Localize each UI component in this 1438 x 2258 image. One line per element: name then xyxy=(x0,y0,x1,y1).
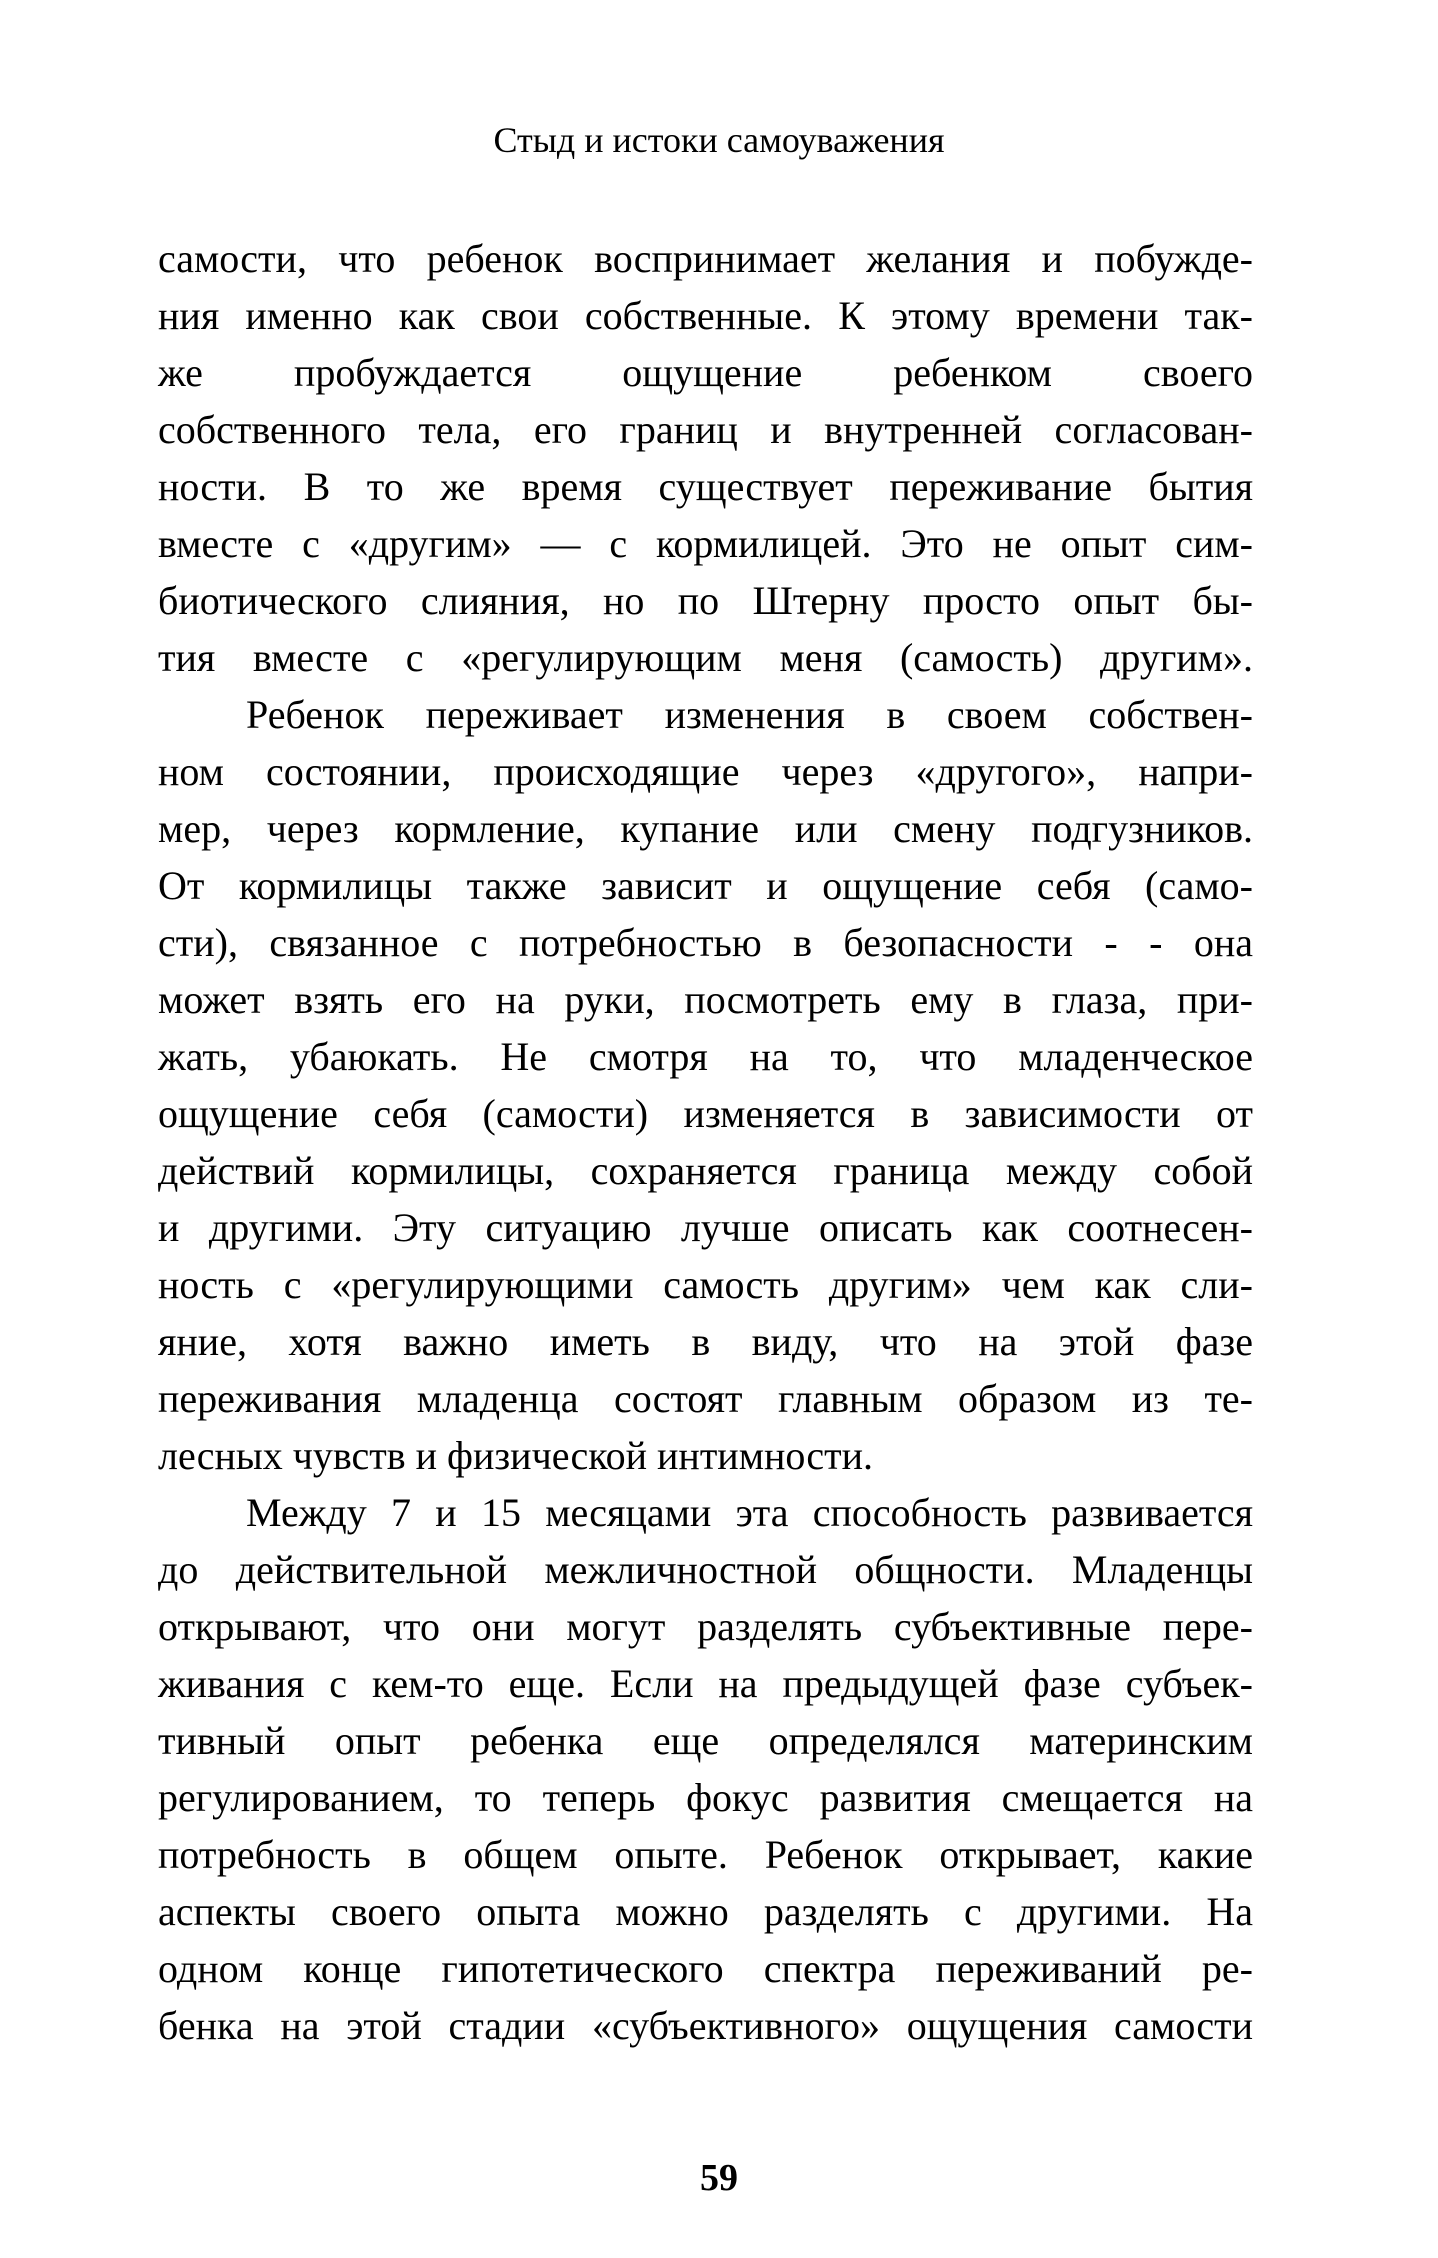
text-line: ощущение себя (самости) изменяется в зависимости от xyxy=(158,1091,1253,1136)
text-line: открывают, что они могут разделять субъективные пере- xyxy=(158,1604,1253,1649)
text-line: ность с «регулирующими самость другим» чем как сли- xyxy=(158,1262,1253,1307)
text-line: сти), связанное с потребностью в безопасности - - она xyxy=(158,920,1253,965)
body-text xyxy=(158,230,1253,2054)
text-line: аспекты своего опыта можно разделять с другими. На xyxy=(158,1889,1253,1934)
text-line: биотического слияния, но по Штерну просто опыт бы- xyxy=(158,578,1253,623)
text-line: От кормилицы также зависит и ощущение себя (само- xyxy=(158,863,1253,908)
text-line: лесных чувств и физической интимности. xyxy=(158,1433,874,1478)
text-line: и другими. Эту ситуацию лучше описать как соотнесен- xyxy=(158,1205,1253,1250)
text-line: живания с кем-то еще. Если на предыдущей фазе субъек- xyxy=(158,1661,1253,1706)
text-line: потребность в общем опыте. Ребенок открывает, какие xyxy=(158,1832,1253,1877)
text-line: ности. В то же время существует переживание бытия xyxy=(158,464,1253,509)
text-line: тивный опыт ребенка еще определялся материнским xyxy=(158,1718,1253,1763)
text-line: ния именно как свои собственные. К этому времени так- xyxy=(158,293,1253,338)
text-line: одном конце гипотетического спектра переживаний ре- xyxy=(158,1946,1253,1991)
text-line: регулированием, то теперь фокус развития смещается на xyxy=(158,1775,1253,1820)
text-line: тия вместе с «регулирующим меня (самость) другим». xyxy=(158,635,1253,680)
text-line: Между 7 и 15 месяцами эта способность развивается xyxy=(246,1490,1253,1535)
running-head: Стыд и истоки самоуважения xyxy=(493,120,945,160)
text-line: Ребенок переживает изменения в своем собствен- xyxy=(246,692,1253,737)
text-line: может взять его на руки, посмотреть ему в глаза, при- xyxy=(158,977,1253,1022)
text-line: яние, хотя важно иметь в виду, что на этой фазе xyxy=(158,1319,1253,1364)
text-line: мер, через кормление, купание или смену подгузников. xyxy=(158,806,1253,851)
page-number: 59 xyxy=(700,2157,738,2199)
text-line: действий кормилицы, сохраняется граница между собой xyxy=(158,1148,1253,1193)
text-line: же пробуждается ощущение ребенком своего xyxy=(158,350,1253,395)
text-line: ном состоянии, происходящие через «другого», напри- xyxy=(158,749,1253,794)
text-line: до действительной межличностной общности. Младенцы xyxy=(158,1547,1253,1592)
text-line: жать, убаюкать. Не смотря на то, что младенческое xyxy=(158,1034,1253,1079)
text-line: бенка на этой стадии «субъективного» ощущения самости xyxy=(158,2003,1253,2048)
text-line: вместе с «другим» — с кормилицей. Это не опыт сим- xyxy=(158,521,1253,566)
text-line: собственного тела, его границ и внутренней согласован- xyxy=(158,407,1253,452)
text-line: самости, что ребенок воспринимает желания и побужде- xyxy=(158,236,1253,281)
text-line: переживания младенца состоят главным образом из те- xyxy=(158,1376,1253,1421)
